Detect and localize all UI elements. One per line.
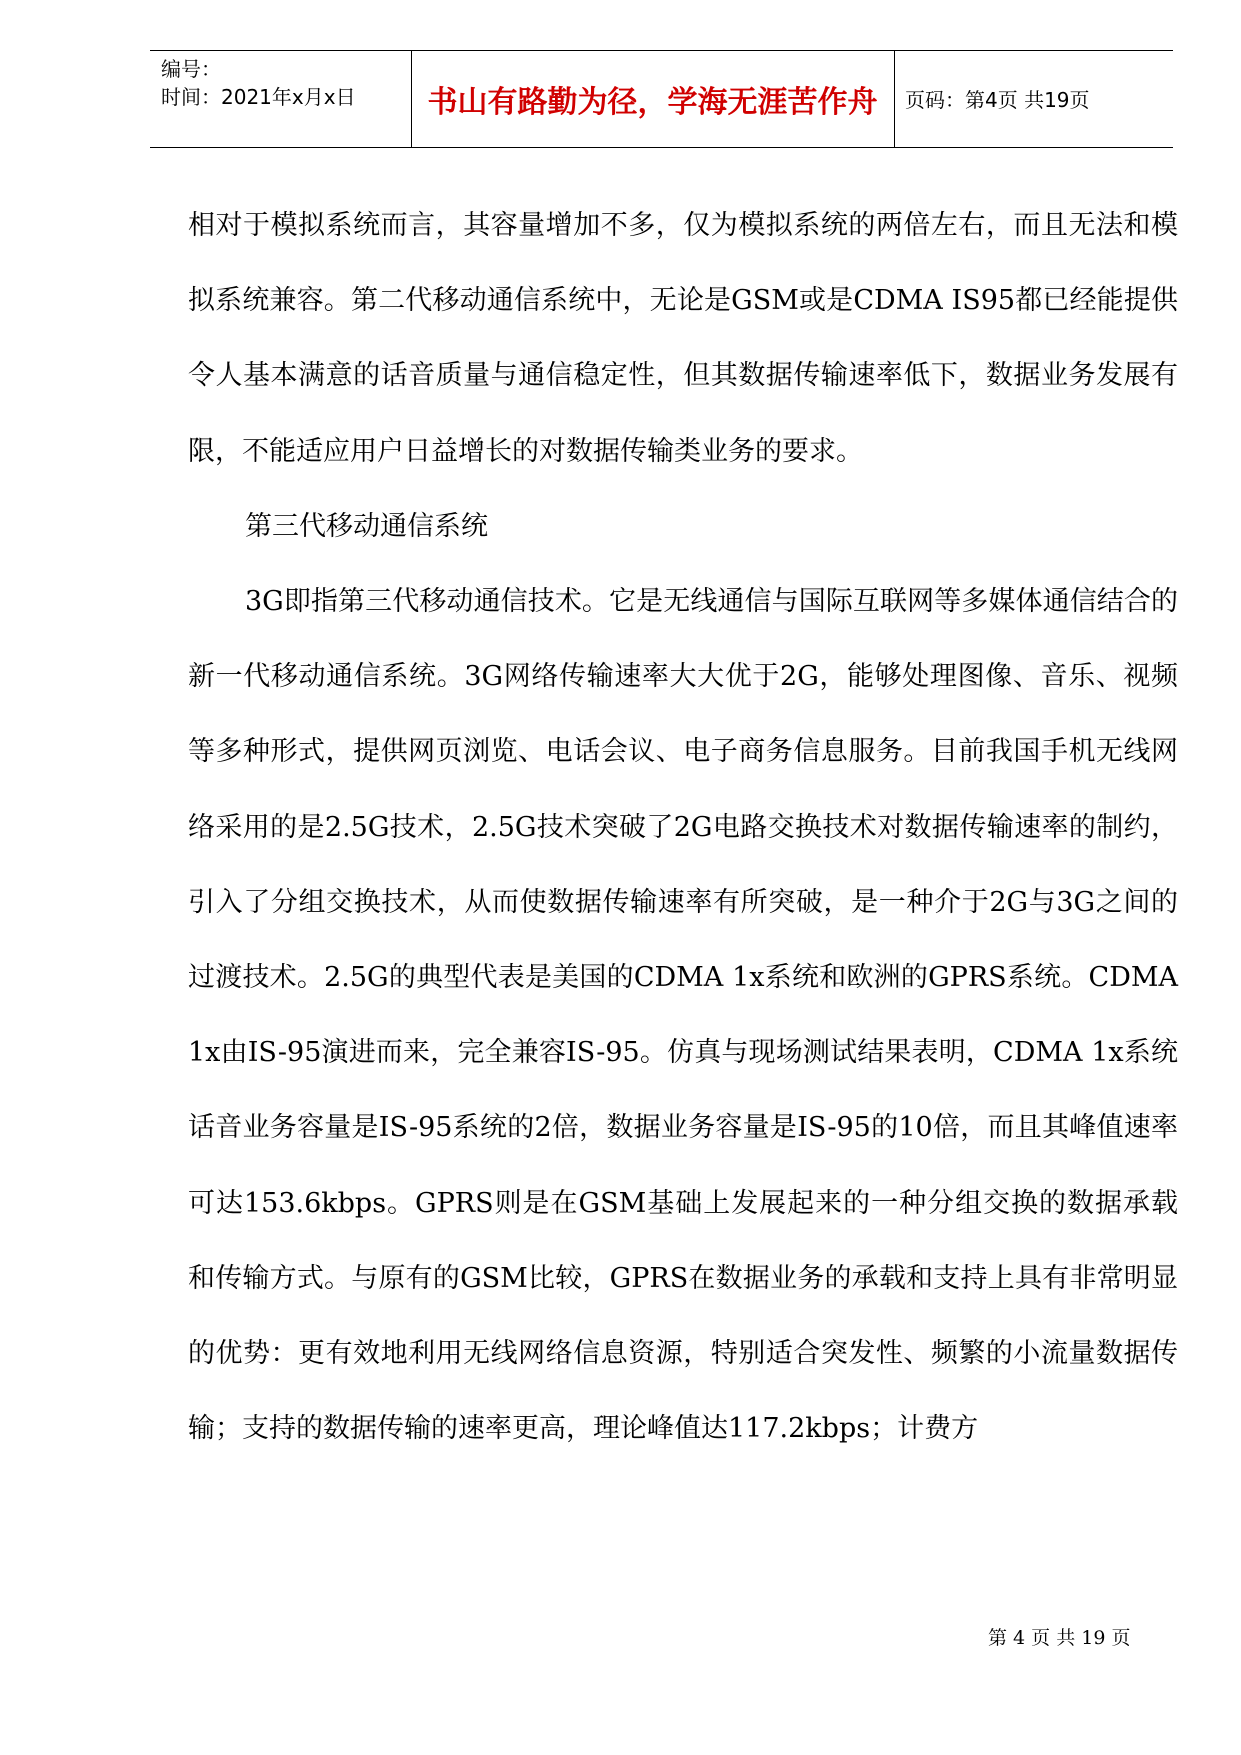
page-header (150, 50, 1173, 148)
header-info-cell (150, 51, 412, 147)
page-footer: 第 4 页 共 19 页 (988, 1627, 1131, 1649)
header-page-cell (894, 51, 1173, 147)
document-number-label: 编号： (161, 57, 221, 81)
header-page-number: 页码：第4页 共19页 (905, 88, 1090, 112)
document-time-label: 时间：2021年x月x日 (161, 85, 356, 109)
document-body (188, 188, 1178, 1466)
paragraph-capacity: 相对于模拟系统而言，其容量增加不多，仅为模拟系统的两倍左右，而且无法和模拟系统兼容。第二代移动通信系统中，无论是GSM或是CDMA IS95都已经能提供令人基本满意的话音质量与通信稳定性，但其数据传输速率低下，数据业务发展有限，不能适应用户日益增长的对数据传输类业务的要求。 (188, 210, 1178, 467)
section-heading-3g: 第三代移动通信系统 (245, 510, 488, 542)
header-motto-cell (411, 51, 895, 147)
header-motto: 书山有路勤为径，学海无涯苦作舟 (427, 85, 878, 120)
paragraph-3g: 3G即指第三代移动通信技术。它是无线通信与国际互联网等多媒体通信结合的新一代移动通信系统。3G网络传输速率大大优于2G，能够处理图像、音乐、视频等多种形式，提供网页浏览、电话会议、电子商务信息服务。目前我国手机无线网络采用的是2.5G技术，2.5G技术突破了2G电路交换技术对数据传输速率的制约，引入了分组交换技术，从而使数据传输速率有所突破，是一种介于2G与3G之间的过渡技术。2.5G的典型代表是美国的CDMA 1x系统和欧洲的GPRS系统。CDMA 1x由IS-95演进而来，完全兼容IS-95。仿真与现场测试结果表明，CDMA 1x系统话音业务容量是IS-95系统的2倍，数据业务容量是IS-95的10倍，而且其峰值速率可达153.6kbps。GPRS则是在GSM基础上发展起来的一种分组交换的数据承载和传输方式。与原有的GSM比较，GPRS在数据业务的承载和支持上具有非常明显的优势：更有效地利用无线网络信息资源，特别适合突发性、频繁的小流量数据传输；支持的数据传输的速率更高，理论峰值达117.2kbps；计费方 (188, 586, 1178, 1445)
